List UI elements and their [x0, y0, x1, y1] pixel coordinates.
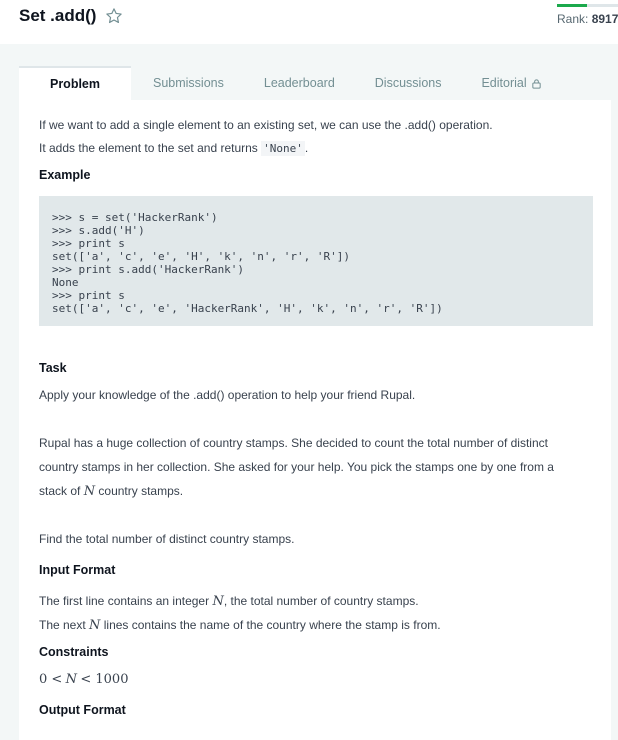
task-line-1: Apply your knowledge of the .add() operation to help your friend Rupal.: [39, 388, 416, 402]
task-paragraph-line-3-text: stack of: [39, 484, 84, 498]
task-heading: Task: [39, 361, 67, 375]
output-format-heading: Output Format: [39, 703, 126, 717]
intro-line-2-end: .: [304, 141, 309, 155]
code-line: >>> print s: [52, 289, 125, 302]
input-line-1-end: , the total number of country stamps.: [223, 594, 419, 608]
code-line: >>> s.add('H'): [52, 224, 145, 237]
math-variable-n: N: [89, 618, 101, 633]
tab-submissions[interactable]: [131, 66, 244, 100]
example-heading: Example: [39, 168, 91, 182]
rank-progress-fill: [557, 4, 587, 7]
input-line-2-text: The next: [39, 618, 90, 632]
constraint-left: 0 <: [39, 672, 63, 687]
constraint-right: < 1000: [80, 672, 129, 687]
task-paragraph-line-3: [39, 484, 183, 499]
task-find-line: Find the total number of distinct country stamps.: [39, 532, 295, 546]
code-line: >>> s = set('HackerRank'): [52, 211, 218, 224]
code-line: >>> print s: [52, 237, 125, 250]
input-format-line-2: [39, 618, 441, 633]
challenge-tabs: [19, 66, 562, 100]
task-paragraph-line-3-end: country stamps.: [95, 484, 184, 498]
tab-leaderboard[interactable]: [244, 66, 355, 100]
code-line: >>> print s.add('HackerRank'): [52, 263, 245, 276]
constraints-heading: Constraints: [39, 645, 109, 659]
input-line-2-end: lines contains the name of the country where the stamp is from.: [100, 618, 441, 632]
task-paragraph-line-2: country stamps in her collection. She asked for your help. You pick the stamps one by one from a: [39, 460, 554, 474]
tab-problem-label: Problem: [49, 77, 100, 91]
page-title: [19, 6, 123, 26]
math-variable-n: N: [65, 672, 78, 687]
problem-statement: [19, 100, 611, 740]
rank-label: Rank:: [557, 12, 589, 26]
top-bar: [0, 0, 618, 44]
rank-value: 8917: [591, 12, 618, 26]
lock-icon: [531, 78, 542, 89]
intro-line-2: [39, 141, 308, 155]
math-variable-n: N: [83, 484, 96, 499]
tab-discussions[interactable]: [355, 66, 462, 100]
tab-editorial[interactable]: [461, 66, 561, 100]
task-paragraph-line-1: Rupal has a huge collection of country stamps. She decided to count the total number of distinct: [39, 436, 548, 450]
tab-problem[interactable]: [19, 66, 131, 100]
example-code: [52, 211, 443, 315]
input-line-1-text: The first line contains an integer: [39, 594, 213, 608]
math-variable-n: N: [212, 594, 224, 609]
challenge-title: Set .add(): [19, 6, 97, 25]
example-code-block: [39, 196, 593, 326]
tab-discussions-label: Discussions: [374, 76, 442, 90]
intro-line-2-text: It adds the element to the set and returns: [39, 141, 262, 155]
code-line: set(['a', 'c', 'e', 'H', 'k', 'n', 'r', 'R']): [52, 250, 351, 263]
code-line: None: [52, 276, 79, 289]
code-line: set(['a', 'c', 'e', 'HackerRank', 'H', 'k', 'n', 'r', 'R']): [52, 302, 443, 315]
inline-code-none: 'None': [263, 142, 303, 155]
input-format-line-1: [39, 594, 419, 609]
rank-display: [557, 12, 618, 26]
constraint-expression: [39, 672, 128, 687]
tab-submissions-label: Submissions: [153, 76, 224, 90]
tab-leaderboard-label: Leaderboard: [263, 76, 335, 90]
star-icon[interactable]: [105, 7, 123, 25]
input-format-heading: Input Format: [39, 563, 116, 577]
rank-progress-track: [587, 4, 618, 7]
tab-editorial-label: Editorial: [481, 76, 527, 90]
intro-line-1: If we want to add a single element to an existing set, we can use the .add() operation.: [39, 118, 493, 132]
